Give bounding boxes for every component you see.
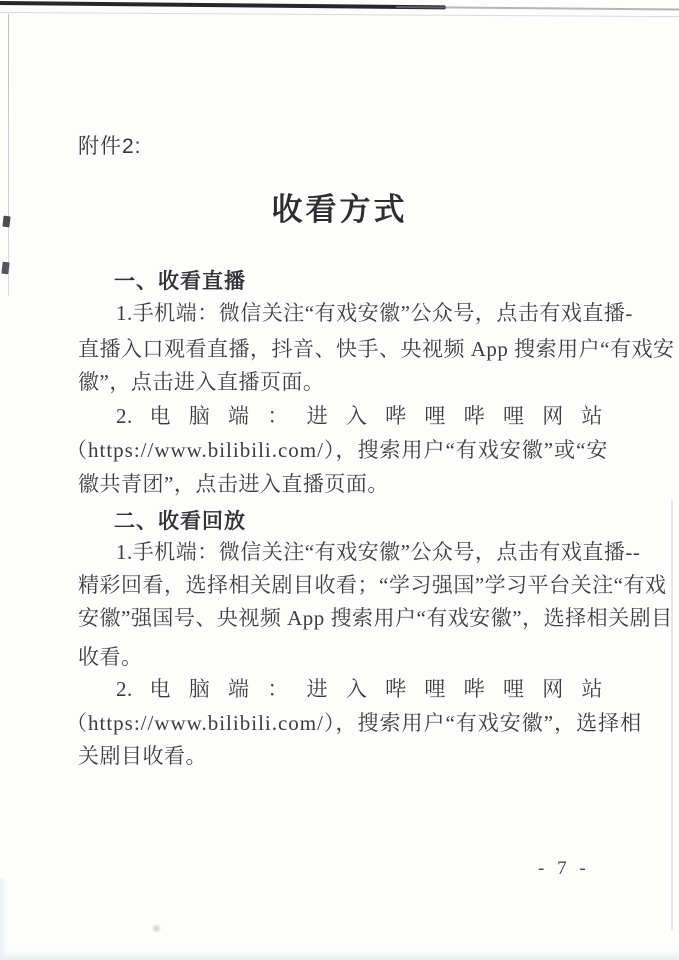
scan-artifact-top-edge-line (0, 1, 446, 9)
body-line-justified: 2. 电 脑 端 ： 进 入 哔 哩 哔 哩 网 站 (116, 677, 603, 701)
scan-artifact-smudge (152, 923, 161, 934)
body-line: 徽”，点击进入直播页面。 (78, 370, 325, 394)
scan-artifact-left-tick (1, 262, 9, 275)
body-line: 1.手机端：微信关注“有戏安徽”公众号，点击有戏直播- (116, 301, 633, 325)
section-replay-heading: 二、收看回放 (114, 510, 246, 533)
scan-artifact-left-edge-line (8, 14, 9, 296)
body-line: 安徽”强国号、央视频 App 搜索用户“有戏安徽”，选择相关剧目 (78, 606, 673, 630)
scan-artifact-top-edge-line-faint (396, 6, 679, 11)
scan-artifact-right-shadow (671, 500, 673, 930)
body-line: 徽共青团”，点击进入直播页面。 (78, 472, 389, 496)
section-live-heading: 一、收看直播 (114, 270, 246, 293)
body-line-url: （https://www.bilibili.com/），搜索用户“有戏安徽”，选择相 (66, 711, 643, 735)
attachment-label: 附件2: (78, 135, 142, 158)
body-line: 1.手机端：微信关注“有戏安徽”公众号，点击有戏直播-- (116, 540, 641, 564)
body-line-url: （https://www.bilibili.com/），搜索用户“有戏安徽”或“安 (66, 438, 609, 462)
body-line-justified: 2. 电 脑 端 ： 进 入 哔 哩 哔 哩 网 站 (116, 404, 603, 428)
scan-artifact-top-hairline (0, 12, 679, 17)
page-number: - 7 - (538, 858, 590, 879)
body-line: 收看。 (78, 645, 143, 669)
body-line: 直播入口观看直播，抖音、快手、央视频 App 搜索用户“有戏安 (78, 337, 675, 361)
scan-artifact-bottom-strip (0, 950, 679, 960)
body-line: 关剧目收看。 (78, 744, 207, 768)
body-line: 精彩回看，选择相关剧目收看；“学习强国”学习平台关注“有戏 (78, 573, 667, 597)
scan-artifact-bottom-left-tint (0, 878, 7, 960)
document-title: 收看方式 (271, 192, 408, 227)
